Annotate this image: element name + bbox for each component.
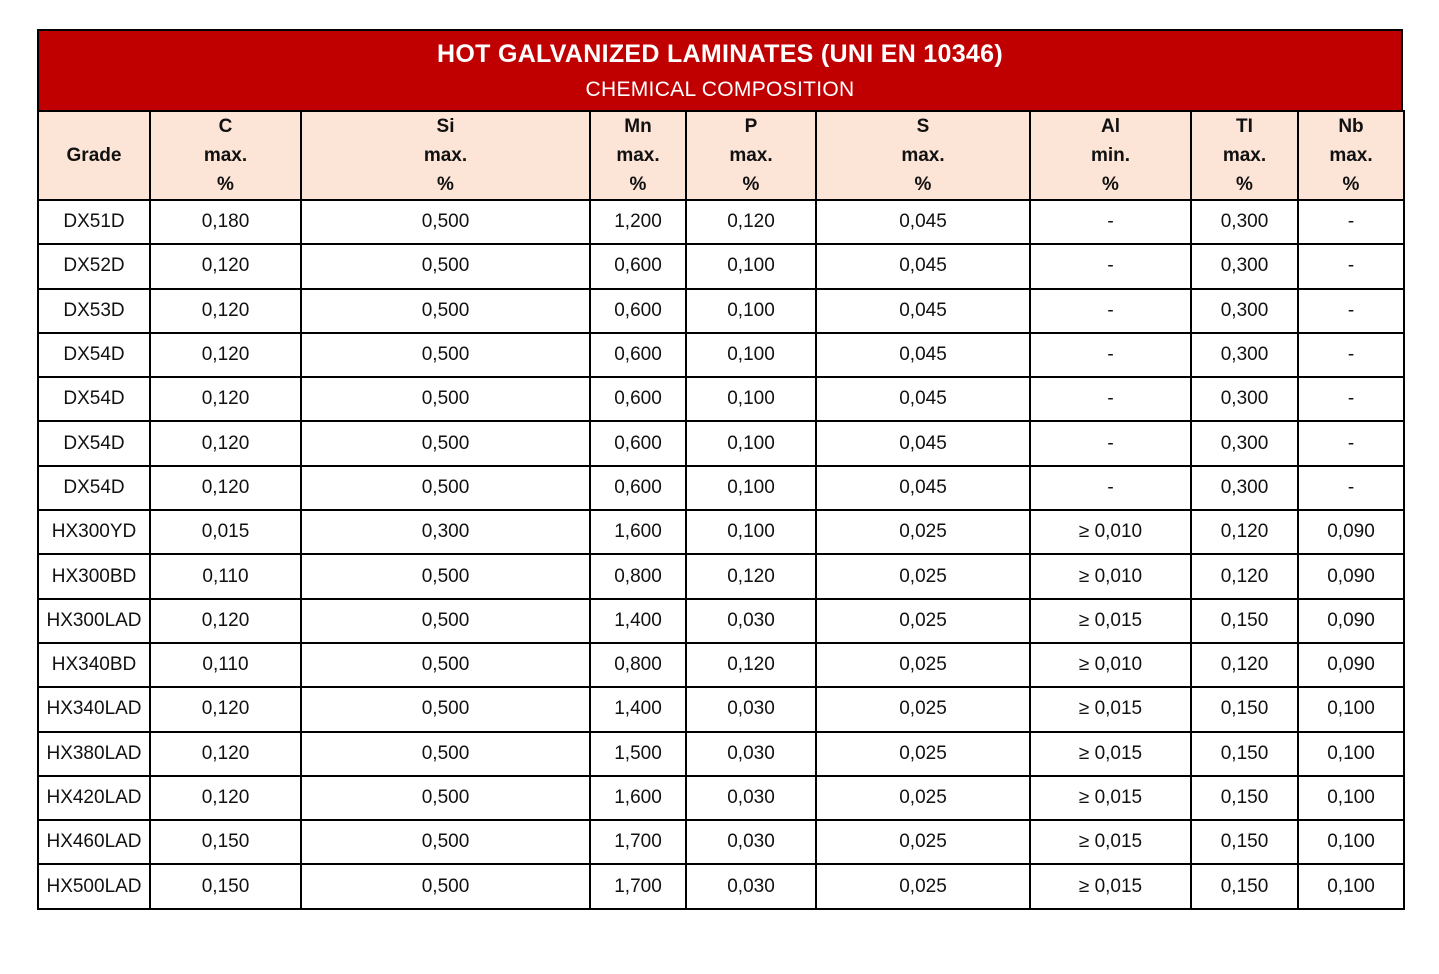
column-header-ti bbox=[1191, 111, 1298, 200]
value-cell: 0,600 bbox=[590, 289, 686, 333]
column-header-p bbox=[686, 111, 816, 200]
value-cell: 0,150 bbox=[150, 820, 301, 864]
column-header-limit: max. bbox=[203, 145, 248, 166]
value-cell: 0,500 bbox=[301, 244, 590, 288]
value-cell: 0,300 bbox=[1191, 289, 1298, 333]
column-header-element: Al bbox=[1101, 116, 1120, 137]
table-row bbox=[38, 510, 1404, 554]
value-cell: 0,150 bbox=[150, 864, 301, 908]
value-cell: 0,120 bbox=[686, 200, 816, 244]
value-cell: ≥ 0,015 bbox=[1030, 820, 1191, 864]
value-cell: 1,600 bbox=[590, 510, 686, 554]
grade-cell: DX54D bbox=[38, 466, 150, 510]
value-cell: - bbox=[1030, 289, 1191, 333]
value-cell: ≥ 0,015 bbox=[1030, 687, 1191, 731]
value-cell: 0,015 bbox=[150, 510, 301, 554]
table-body bbox=[38, 200, 1404, 909]
value-cell: 0,025 bbox=[816, 732, 1030, 776]
value-cell: - bbox=[1030, 200, 1191, 244]
value-cell: 0,500 bbox=[301, 466, 590, 510]
value-cell: 0,500 bbox=[301, 820, 590, 864]
value-cell: 1,500 bbox=[590, 732, 686, 776]
value-cell: 0,025 bbox=[816, 643, 1030, 687]
column-header-unit: % bbox=[437, 174, 454, 195]
value-cell: - bbox=[1030, 244, 1191, 288]
value-cell: 0,030 bbox=[686, 732, 816, 776]
value-cell: 0,090 bbox=[1298, 643, 1404, 687]
grade-cell: HX300LAD bbox=[38, 599, 150, 643]
value-cell: 0,030 bbox=[686, 687, 816, 731]
column-header-element: Nb bbox=[1338, 116, 1364, 137]
value-cell: ≥ 0,015 bbox=[1030, 599, 1191, 643]
value-cell: 0,120 bbox=[150, 377, 301, 421]
value-cell: 0,100 bbox=[1298, 776, 1404, 820]
value-cell: 0,150 bbox=[1191, 776, 1298, 820]
value-cell: ≥ 0,015 bbox=[1030, 776, 1191, 820]
value-cell: - bbox=[1030, 333, 1191, 377]
column-header-element: P bbox=[744, 116, 758, 137]
grade-cell: DX53D bbox=[38, 289, 150, 333]
value-cell: 0,150 bbox=[1191, 687, 1298, 731]
value-cell: 0,300 bbox=[1191, 466, 1298, 510]
value-cell: 0,120 bbox=[686, 554, 816, 598]
value-cell: ≥ 0,010 bbox=[1030, 510, 1191, 554]
value-cell: 0,110 bbox=[150, 554, 301, 598]
grade-cell: DX52D bbox=[38, 244, 150, 288]
value-cell: - bbox=[1298, 289, 1404, 333]
value-cell: - bbox=[1298, 333, 1404, 377]
value-cell: 0,120 bbox=[150, 421, 301, 465]
value-cell: 0,180 bbox=[150, 200, 301, 244]
value-cell: 0,300 bbox=[1191, 200, 1298, 244]
value-cell: 0,045 bbox=[816, 466, 1030, 510]
value-cell: 0,030 bbox=[686, 599, 816, 643]
value-cell: 0,025 bbox=[816, 864, 1030, 908]
value-cell: 0,090 bbox=[1298, 554, 1404, 598]
value-cell: 0,110 bbox=[150, 643, 301, 687]
value-cell: 1,400 bbox=[590, 687, 686, 731]
value-cell: 0,120 bbox=[150, 466, 301, 510]
grade-cell: DX54D bbox=[38, 421, 150, 465]
value-cell: 0,150 bbox=[1191, 599, 1298, 643]
grade-cell: HX340LAD bbox=[38, 687, 150, 731]
table-row bbox=[38, 333, 1404, 377]
value-cell: 0,120 bbox=[1191, 554, 1298, 598]
value-cell: 0,030 bbox=[686, 864, 816, 908]
value-cell: 0,500 bbox=[301, 554, 590, 598]
column-header-s bbox=[816, 111, 1030, 200]
value-cell: 0,500 bbox=[301, 333, 590, 377]
value-cell: 0,025 bbox=[816, 510, 1030, 554]
value-cell: - bbox=[1030, 421, 1191, 465]
value-cell: 0,600 bbox=[590, 466, 686, 510]
table-row bbox=[38, 244, 1404, 288]
column-header-unit: % bbox=[1342, 174, 1360, 195]
value-cell: 1,200 bbox=[590, 200, 686, 244]
column-header-unit: % bbox=[629, 174, 647, 195]
title-banner bbox=[37, 29, 1403, 110]
page-title: HOT GALVANIZED LAMINATES (UNI EN 10346) bbox=[437, 40, 1003, 68]
grade-cell: HX500LAD bbox=[38, 864, 150, 908]
column-header-limit: max. bbox=[423, 145, 468, 166]
column-header-grade bbox=[38, 111, 150, 200]
value-cell: 0,090 bbox=[1298, 510, 1404, 554]
value-cell: 0,600 bbox=[590, 244, 686, 288]
column-header-al bbox=[1030, 111, 1191, 200]
value-cell: 0,120 bbox=[150, 289, 301, 333]
column-header-unit: % bbox=[1102, 174, 1119, 195]
table-row bbox=[38, 200, 1404, 244]
value-cell: 0,045 bbox=[816, 333, 1030, 377]
table-row bbox=[38, 599, 1404, 643]
value-cell: 0,120 bbox=[1191, 510, 1298, 554]
value-cell: 0,500 bbox=[301, 864, 590, 908]
column-header-limit: max. bbox=[1222, 145, 1267, 166]
value-cell: 0,120 bbox=[150, 687, 301, 731]
value-cell: 0,025 bbox=[816, 554, 1030, 598]
column-header-unit: % bbox=[914, 174, 932, 195]
value-cell: 0,300 bbox=[1191, 377, 1298, 421]
column-header-element: S bbox=[916, 116, 930, 137]
table-row bbox=[38, 421, 1404, 465]
column-header-nb bbox=[1298, 111, 1404, 200]
value-cell: 0,090 bbox=[1298, 599, 1404, 643]
column-header-limit: max. bbox=[901, 145, 945, 166]
column-header-mn bbox=[590, 111, 686, 200]
value-cell: - bbox=[1298, 200, 1404, 244]
table-row bbox=[38, 554, 1404, 598]
value-cell: 0,120 bbox=[150, 244, 301, 288]
value-cell: 0,100 bbox=[1298, 820, 1404, 864]
table-row bbox=[38, 289, 1404, 333]
value-cell: 1,600 bbox=[590, 776, 686, 820]
value-cell: 0,150 bbox=[1191, 864, 1298, 908]
value-cell: 0,045 bbox=[816, 200, 1030, 244]
value-cell: 0,120 bbox=[686, 643, 816, 687]
value-cell: 0,120 bbox=[1191, 643, 1298, 687]
composition-sheet bbox=[37, 29, 1403, 910]
value-cell: 0,025 bbox=[816, 776, 1030, 820]
table-row bbox=[38, 732, 1404, 776]
value-cell: - bbox=[1298, 244, 1404, 288]
value-cell: ≥ 0,015 bbox=[1030, 732, 1191, 776]
value-cell: 0,600 bbox=[590, 421, 686, 465]
header-row bbox=[38, 111, 1404, 200]
value-cell: 0,500 bbox=[301, 599, 590, 643]
column-header-unit: % bbox=[1236, 174, 1253, 195]
column-header-element: Mn bbox=[624, 116, 652, 137]
grade-cell: HX420LAD bbox=[38, 776, 150, 820]
value-cell: 0,120 bbox=[150, 599, 301, 643]
value-cell: 0,030 bbox=[686, 820, 816, 864]
value-cell: 0,100 bbox=[686, 421, 816, 465]
value-cell: 0,045 bbox=[816, 289, 1030, 333]
value-cell: 0,500 bbox=[301, 643, 590, 687]
value-cell: 0,500 bbox=[301, 200, 590, 244]
value-cell: 0,100 bbox=[686, 333, 816, 377]
grade-cell: HX340BD bbox=[38, 643, 150, 687]
value-cell: 0,120 bbox=[150, 333, 301, 377]
value-cell: 0,025 bbox=[816, 820, 1030, 864]
value-cell: 0,800 bbox=[590, 554, 686, 598]
value-cell: 0,045 bbox=[816, 244, 1030, 288]
value-cell: - bbox=[1298, 466, 1404, 510]
table-row bbox=[38, 466, 1404, 510]
table-row bbox=[38, 643, 1404, 687]
value-cell: 0,045 bbox=[816, 421, 1030, 465]
value-cell: 0,300 bbox=[301, 510, 590, 554]
column-header-unit: % bbox=[742, 174, 760, 195]
grade-cell: HX460LAD bbox=[38, 820, 150, 864]
grade-cell: HX380LAD bbox=[38, 732, 150, 776]
value-cell: 0,100 bbox=[686, 510, 816, 554]
value-cell: 0,500 bbox=[301, 289, 590, 333]
value-cell: 0,500 bbox=[301, 687, 590, 731]
value-cell: 0,100 bbox=[686, 377, 816, 421]
column-header-limit: max. bbox=[729, 145, 773, 166]
value-cell: 0,025 bbox=[816, 599, 1030, 643]
value-cell: 0,600 bbox=[590, 333, 686, 377]
column-header-element: C bbox=[218, 116, 233, 137]
value-cell: 0,100 bbox=[1298, 732, 1404, 776]
table-header bbox=[38, 111, 1404, 200]
value-cell: 1,400 bbox=[590, 599, 686, 643]
value-cell: ≥ 0,015 bbox=[1030, 864, 1191, 908]
value-cell: 0,800 bbox=[590, 643, 686, 687]
value-cell: 0,030 bbox=[686, 776, 816, 820]
value-cell: 0,045 bbox=[816, 377, 1030, 421]
column-header-limit: max. bbox=[1329, 145, 1373, 166]
table-row bbox=[38, 776, 1404, 820]
column-header-element: Si bbox=[436, 116, 455, 137]
value-cell: 0,120 bbox=[150, 732, 301, 776]
value-cell: 0,500 bbox=[301, 776, 590, 820]
value-cell: 1,700 bbox=[590, 820, 686, 864]
value-cell: 0,100 bbox=[1298, 687, 1404, 731]
value-cell: ≥ 0,010 bbox=[1030, 554, 1191, 598]
value-cell: ≥ 0,010 bbox=[1030, 643, 1191, 687]
value-cell: 0,100 bbox=[1298, 864, 1404, 908]
page-subtitle: CHEMICAL COMPOSITION bbox=[585, 78, 855, 101]
value-cell: 0,300 bbox=[1191, 421, 1298, 465]
value-cell: - bbox=[1298, 377, 1404, 421]
column-header-c bbox=[150, 111, 301, 200]
value-cell: 0,500 bbox=[301, 377, 590, 421]
column-header-element: TI bbox=[1236, 116, 1253, 137]
table-row bbox=[38, 864, 1404, 908]
value-cell: - bbox=[1298, 421, 1404, 465]
value-cell: - bbox=[1030, 466, 1191, 510]
value-cell: 0,120 bbox=[150, 776, 301, 820]
value-cell: - bbox=[1030, 377, 1191, 421]
table-row bbox=[38, 377, 1404, 421]
column-header-limit: max. bbox=[616, 145, 660, 166]
table-row bbox=[38, 687, 1404, 731]
value-cell: 0,150 bbox=[1191, 820, 1298, 864]
value-cell: 0,100 bbox=[686, 466, 816, 510]
column-header-si bbox=[301, 111, 590, 200]
column-header-limit: min. bbox=[1090, 145, 1131, 166]
value-cell: 0,100 bbox=[686, 289, 816, 333]
grade-cell: HX300YD bbox=[38, 510, 150, 554]
value-cell: 0,025 bbox=[816, 687, 1030, 731]
value-cell: 0,300 bbox=[1191, 244, 1298, 288]
value-cell: 0,150 bbox=[1191, 732, 1298, 776]
value-cell: 0,100 bbox=[686, 244, 816, 288]
grade-cell: DX54D bbox=[38, 333, 150, 377]
grade-cell: DX51D bbox=[38, 200, 150, 244]
value-cell: 0,500 bbox=[301, 421, 590, 465]
value-cell: 0,500 bbox=[301, 732, 590, 776]
value-cell: 0,300 bbox=[1191, 333, 1298, 377]
table-row bbox=[38, 820, 1404, 864]
grade-cell: DX54D bbox=[38, 377, 150, 421]
value-cell: 1,700 bbox=[590, 864, 686, 908]
column-header-unit: % bbox=[217, 174, 234, 195]
value-cell: 0,600 bbox=[590, 377, 686, 421]
composition-table bbox=[37, 110, 1405, 910]
column-header-element: Grade bbox=[66, 145, 122, 166]
grade-cell: HX300BD bbox=[38, 554, 150, 598]
